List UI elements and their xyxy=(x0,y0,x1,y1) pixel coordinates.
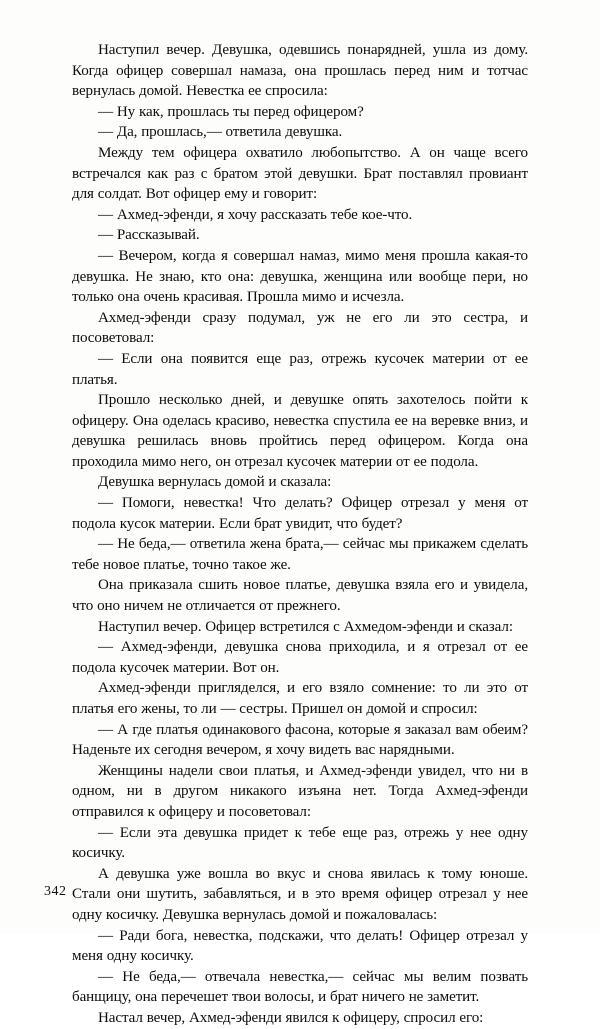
paragraph: — Рассказывай. xyxy=(98,227,200,244)
paragraph: Девушка вернулась домой и сказала: xyxy=(98,474,332,491)
paragraph: — А где платья одинакового фасона, которые я заказал вам обеим? Наденьте их сегодня вечером, я хочу видеть вас нарядными. xyxy=(72,721,528,759)
paragraph: — Ну как, прошлась ты перед офицером? xyxy=(98,103,364,120)
paragraph: — Да, прошлась,— ответила девушка. xyxy=(98,124,343,141)
paragraph: Ахмед-эфенди пригляделся, и его взяло сомнение: то ли это от платья его жены, то ли — сестры. Пришел он домой и спросил: xyxy=(72,680,528,717)
paragraph: Между тем офицера охватило любопытство. А он чаще всего встречался как раз с братом этой девушки. Брат поставлял провиант для солдат. Вот офицер ему и говорит: xyxy=(72,144,528,203)
paragraph: Наступил вечер. Офицер встретился с Ахмедом-эфенди и сказал: xyxy=(98,618,513,635)
paragraph: — Если эта девушка придет к тебе еще раз, отрежь у нее одну косичку. xyxy=(72,824,528,862)
paragraph: — Если она появится еще раз, отрежь кусочек материи от ее платья. xyxy=(72,350,528,388)
paragraph: — Не беда,— ответила жена брата,— сейчас мы прикажем сделать тебе новое платье, точно такое же. xyxy=(72,536,528,573)
paragraph: — Ахмед-эфенди, девушка снова приходила, и я отрезал от ее подола кусочек материи. Вот он. xyxy=(72,639,528,676)
paragraph: Женщины надели свои платья, и Ахмед-эфенди увидел, что ни в одном, ни в другом никакого изъяна нет. Тогда Ахмед-эфенди отправился к офицеру и посоветовал: xyxy=(72,762,528,820)
paragraph: Прошло несколько дней, и девушке опять захотелось пойти к офицеру. Она оделась красиво, невестка спустила ее на веревке вниз, и девушка решилась вновь пройтись перед офицером. Когда она проходила мимо него, он отрезал кусочек материи от ее подола. xyxy=(72,392,528,470)
page-number: 342 xyxy=(44,884,67,899)
paragraph: — Ради бога, невестка, подскажи, что делать! Офицер отрезал у меня одну косичку. xyxy=(72,927,528,965)
paragraph: Наступил вечер. Девушка, одевшись понарядней, ушла из дому. Когда офицер совершал намаза, она прошлась перед ним и тотчас вернулась домой. Невестка ее спросила: xyxy=(72,42,528,100)
body-text-column xyxy=(72,40,528,1029)
paragraph: А девушка уже вошла во вкус и снова явилась к тому юноше. Стали они шутить, забавляться, и в это время офицер отрезал у нее одну косичку. Девушка вернулась домой и пожаловалась: xyxy=(72,865,528,923)
paragraph: — Помоги, невестка! Что делать? Офицер отрезал у меня от подола кусок материи. Если брат увидит, что будет? xyxy=(72,495,528,532)
paragraph: — Ахмед-эфенди, я хочу рассказать тебе кое-что. xyxy=(98,206,413,223)
paragraph: Настал вечер, Ахмед-эфенди явился к офицеру, спросил его: xyxy=(98,1009,484,1026)
paragraph: Ахмед-эфенди сразу подумал, уж не его ли это сестра, и посоветовал: xyxy=(72,309,528,347)
paragraph: — Не беда,— отвечала невестка,— сейчас мы велим позвать банщицу, она перечешет твои волосы, и брат ничего не заметит. xyxy=(72,968,528,1006)
paragraph: — Вечером, когда я совершал намаз, мимо меня прошла какая-то девушка. Не знаю, кто она: девушка, женщина или вообще пери, но только она очень красивая. Прошла мимо и исчезла. xyxy=(72,247,528,306)
paragraph: Она приказала сшить новое платье, девушка взяла его и увидела, что оно ничем не отличается от прежнего. xyxy=(72,577,528,615)
